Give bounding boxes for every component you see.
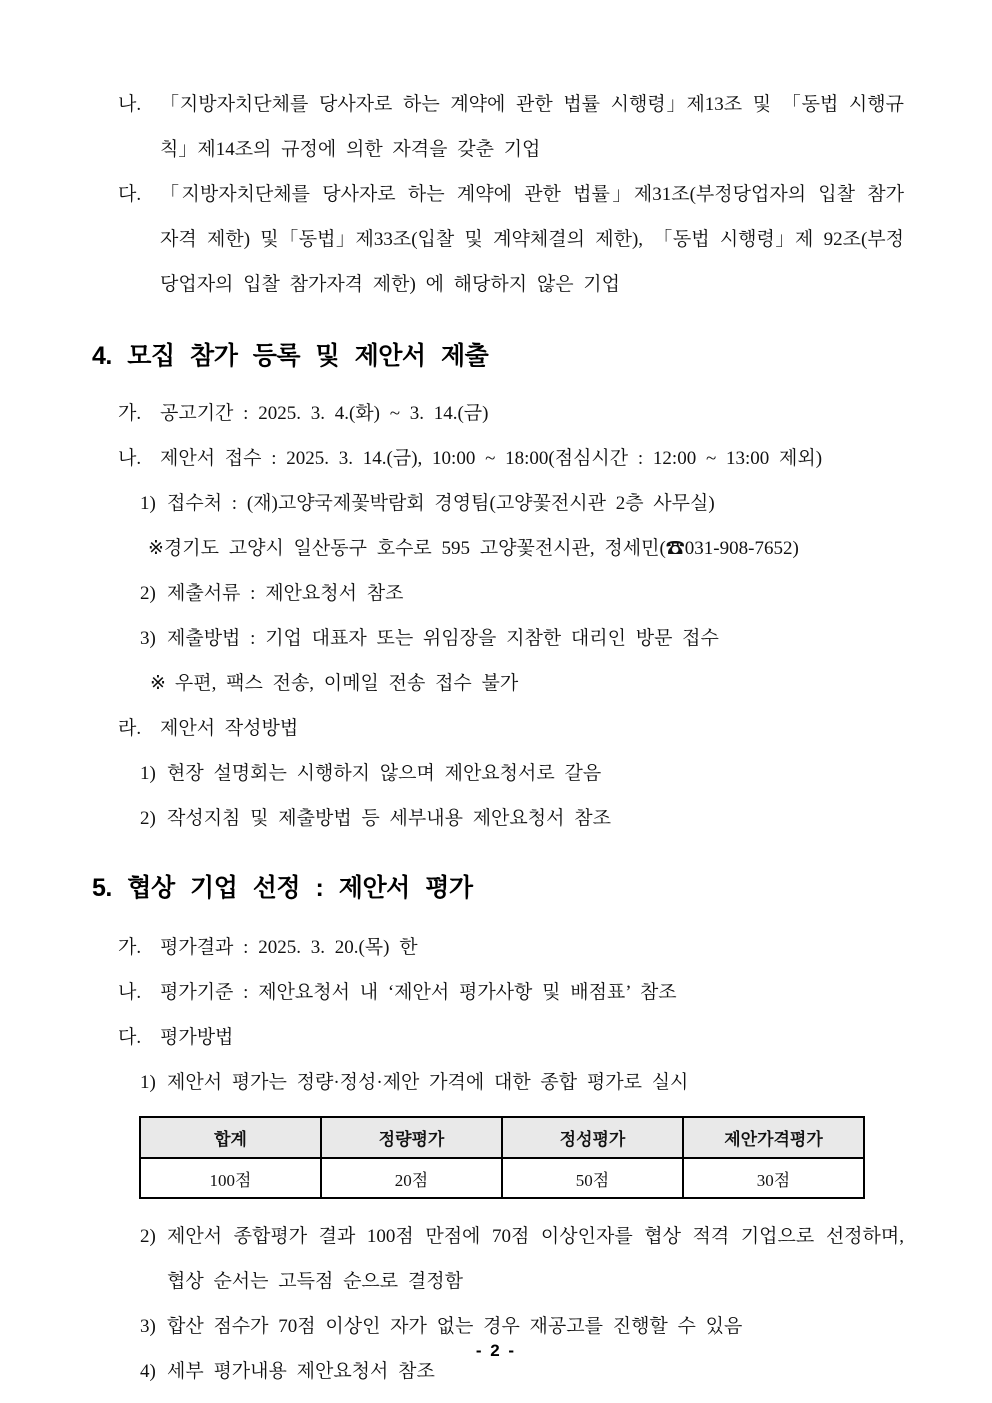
list-item <box>118 391 904 436</box>
list-text: 제출서류 : 제안요청서 참조 <box>167 583 404 604</box>
list-marker: 다. <box>118 184 142 205</box>
list-marker: 나. <box>118 94 142 115</box>
list-item <box>118 1015 904 1060</box>
section-heading-5: 5. 협상 기업 선정 : 제안서 평가 <box>92 874 473 902</box>
list-text: 평가기준 : 제안요청서 내 ‘제안서 평가사항 및 배점표’ 참조 <box>160 982 677 1003</box>
list-item <box>140 616 904 661</box>
list-marker: 다. <box>118 1027 142 1048</box>
list-item <box>118 172 904 307</box>
list-marker: 2) <box>140 583 156 604</box>
table-header-cell: 정량평가 <box>321 1117 502 1158</box>
list-text: 현장 설명회는 시행하지 않으며 제안요청서로 갈음 <box>167 763 602 784</box>
list-text: 제안서 작성방법 <box>160 718 299 739</box>
page-number: - 2 - <box>475 1341 517 1360</box>
table-cell: 20점 <box>321 1158 502 1198</box>
list-item <box>140 571 904 616</box>
list-item <box>140 481 904 526</box>
list-marker: 1) <box>140 1072 156 1093</box>
evaluation-score-table <box>139 1116 865 1199</box>
section-heading-4: 4. 모집 참가 등록 및 제안서 제출 <box>92 342 489 370</box>
table-cell: 100점 <box>140 1158 321 1198</box>
table-cell: 30점 <box>683 1158 864 1198</box>
list-marker: 1) <box>140 493 156 514</box>
list-item <box>140 1060 904 1105</box>
list-marker: 가. <box>118 403 142 424</box>
note-text: 경기도 고양시 일산동구 호수로 595 고양꽃전시관, 정세민(☎031-908-7652) <box>163 538 799 559</box>
list-item <box>140 751 904 796</box>
list-text: 「지방자치단체를 당사자로 하는 계약에 관한 법률」제31조(부정당업자의 입찰 참가 자격 제한) 및「동법」제33조(입찰 및 계약체결의 제한), 「동법 시행령」제 92조(부정당업자의 입찰 참가자격 제한) 에 해당하지 않은 기업 <box>160 184 904 295</box>
list-item <box>118 436 904 481</box>
table-cell: 50점 <box>502 1158 683 1198</box>
list-text: 세부 평가내용 제안요청서 참조 <box>167 1361 435 1382</box>
list-text: 공고기간 : 2025. 3. 4.(화) ~ 3. 14.(금) <box>160 403 489 424</box>
list-item <box>118 970 904 1015</box>
list-marker: 3) <box>140 1316 156 1337</box>
list-item <box>118 82 904 172</box>
list-text: 제안서 접수 : 2025. 3. 14.(금), 10:00 ~ 18:00(점심시간 : 12:00 ~ 13:00 제외) <box>160 448 823 469</box>
list-marker: 가. <box>118 937 142 958</box>
list-marker: 나. <box>118 448 142 469</box>
table-header-row <box>140 1117 864 1158</box>
reference-mark: ※ <box>150 673 166 694</box>
note-line <box>148 526 904 571</box>
list-marker: 나. <box>118 982 142 1003</box>
list-item <box>118 925 904 970</box>
list-text: 작성지침 및 제출방법 등 세부내용 제안요청서 참조 <box>167 808 611 829</box>
note-line <box>150 661 904 706</box>
list-marker: 2) <box>140 1226 156 1247</box>
list-item <box>118 706 904 751</box>
table-header-cell: 제안가격평가 <box>683 1117 864 1158</box>
list-text: 평가방법 <box>160 1027 234 1048</box>
list-marker: 1) <box>140 763 156 784</box>
list-marker: 라. <box>118 718 142 739</box>
list-marker: 3) <box>140 628 156 649</box>
list-marker: 2) <box>140 808 156 829</box>
note-text: 우편, 팩스 전송, 이메일 전송 접수 불가 <box>174 673 519 694</box>
list-text: 합산 점수가 70점 이상인 자가 없는 경우 재공고를 진행할 수 있음 <box>167 1316 743 1337</box>
table-row <box>140 1158 864 1198</box>
list-text: 제출방법 : 기업 대표자 또는 위임장을 지참한 대리인 방문 접수 <box>167 628 719 649</box>
list-text: 제안서 종합평가 결과 100점 만점에 70점 이상인자를 협상 적격 기업으로 선정하며, 협상 순서는 고득점 순으로 결정함 <box>167 1226 904 1292</box>
table-header-cell: 합계 <box>140 1117 321 1158</box>
list-text: 제안서 평가는 정량·정성·제안 가격에 대한 종합 평가로 실시 <box>167 1072 689 1093</box>
list-text: 접수처 : (재)고양국제꽃박람회 경영팀(고양꽃전시관 2층 사무실) <box>167 493 715 514</box>
list-marker: 4) <box>140 1361 156 1382</box>
list-text: 「지방자치단체를 당사자로 하는 계약에 관한 법률 시행령」제13조 및 「동법 시행규칙」제14조의 규정에 의한 자격을 갖춘 기업 <box>160 94 904 160</box>
list-item <box>140 1214 904 1304</box>
list-item <box>140 796 904 841</box>
reference-mark: ※ <box>148 538 164 559</box>
table-header-cell: 정성평가 <box>502 1117 683 1158</box>
list-text: 평가결과 : 2025. 3. 20.(목) 한 <box>160 937 418 958</box>
